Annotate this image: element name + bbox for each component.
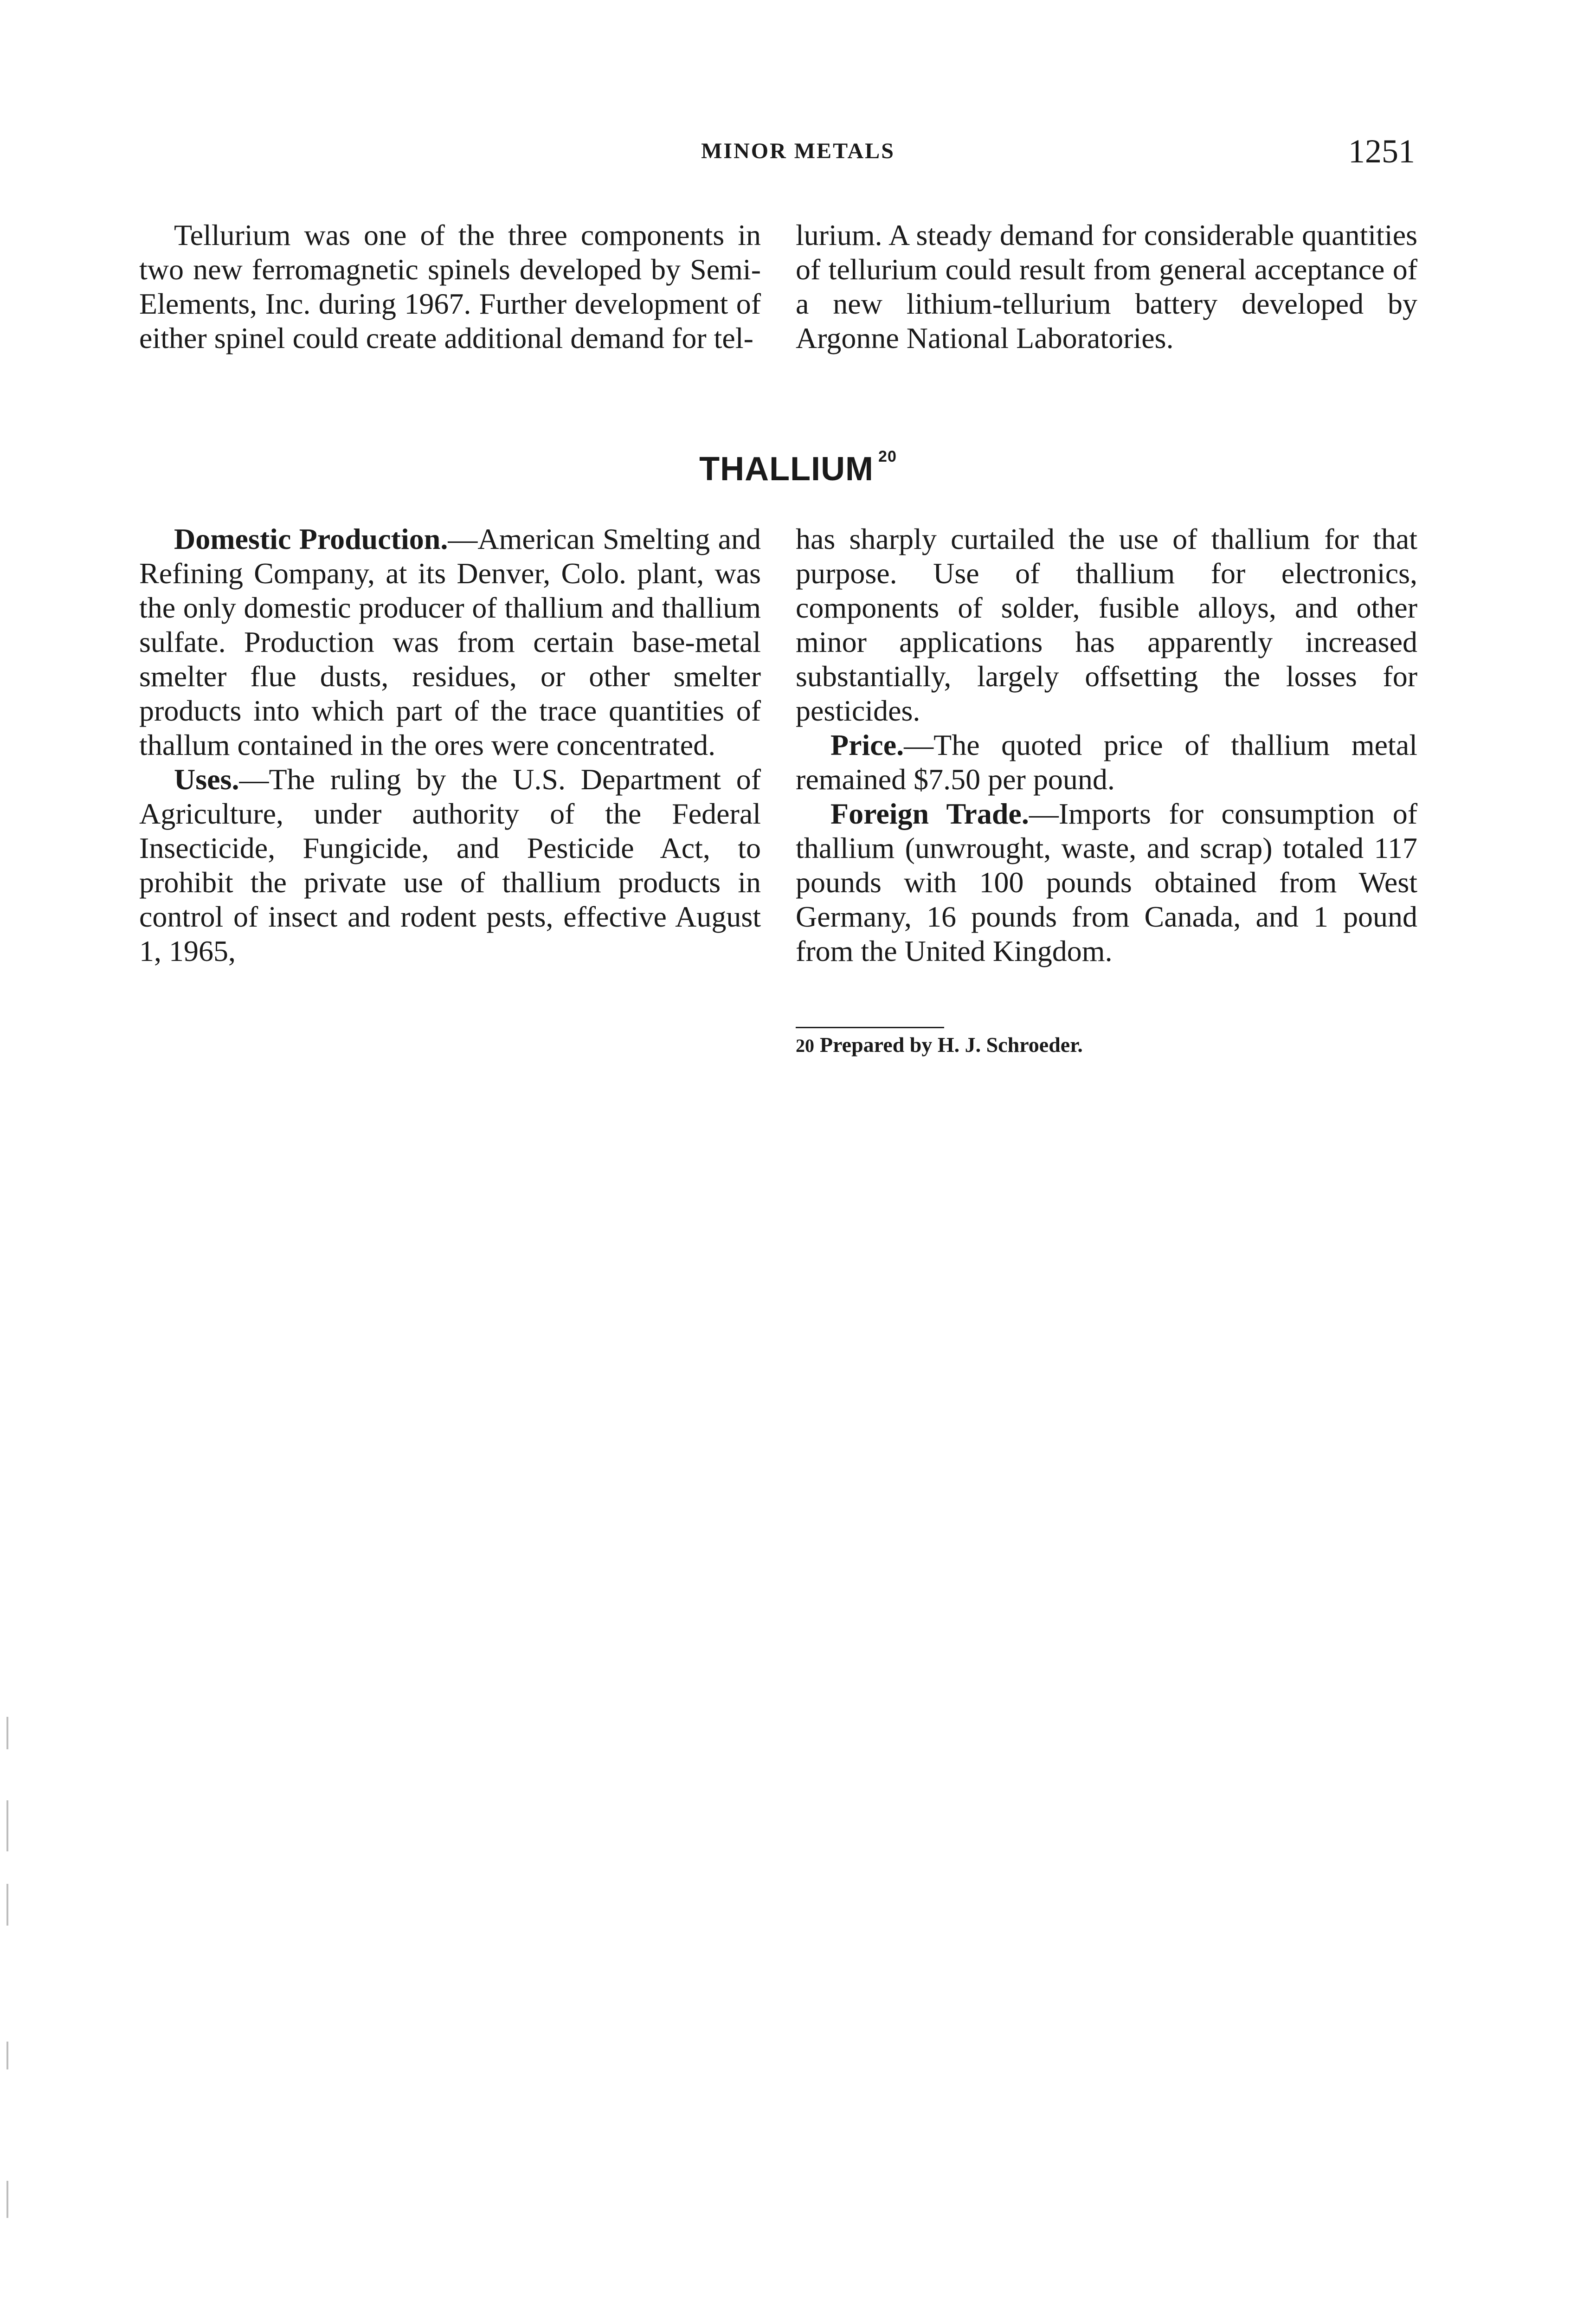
uses-continued-paragraph: has sharply curtailed the use of thallium for that purpose. Use of thallium for electronics, components of solder, fusible alloys, and other minor applications has apparently increased substantially, largely offsetting the losses for pesticides. — [796, 522, 1417, 727]
section-title-text: THALLIUM — [699, 451, 874, 488]
domestic-production-heading: Domestic Production. — [174, 522, 448, 555]
section-title — [0, 448, 1596, 488]
domestic-production-text: —American Smelting and Refining Company, at its Denver, Colo. plant, was the only domestic producer of thallium and thallium sulfate. Production was from certain base-metal smelter flue dusts, residues, or other smelter products into which part of the trace quantities of thallum contained in the ores were concentrated. — [139, 522, 761, 761]
foreign-trade-paragraph — [796, 797, 1417, 968]
uses-paragraph — [139, 762, 761, 968]
tellurium-column-left — [139, 218, 761, 355]
scan-edge-mark — [6, 1717, 8, 1749]
foreign-trade-heading: Foreign Trade. — [830, 797, 1029, 830]
running-head: MINOR METALS — [701, 139, 895, 163]
footnote — [796, 1032, 1083, 1057]
thallium-column-right — [796, 522, 1417, 968]
scan-edge-mark — [6, 1800, 8, 1851]
scan-edge-mark — [6, 1884, 8, 1926]
footnote-mark: 20 — [796, 1035, 814, 1056]
foreign-trade-text: —Imports for consumption of thallium (unwrought, waste, and scrap) totaled 117 pounds with 100 pounds obtained from West Germany, 16 pounds from Canada, and 1 pound from the United Kingdom. — [796, 797, 1417, 967]
tellurium-paragraph-right: lurium. A steady demand for considerable quantities of tellurium could result from general acceptance of a new lithium-tellurium battery developed by Argonne National Laboratories. — [796, 219, 1417, 354]
page-number: 1251 — [1348, 133, 1415, 170]
scan-edge-mark — [6, 2181, 8, 2218]
tellurium-column-right — [796, 218, 1417, 355]
tellurium-paragraph-left: Tellurium was one of the three components in two new ferromagnetic spinels developed by Semi-Elements, Inc. during 1967. Further development of either spinel could create additional demand for tel- — [139, 219, 761, 354]
price-heading: Price. — [830, 728, 904, 761]
thallium-column-left — [139, 522, 761, 968]
scan-edge-mark — [6, 2042, 8, 2069]
domestic-production-paragraph — [139, 522, 761, 762]
price-text: —The quoted price of thallium metal remained $7.50 per pound. — [796, 728, 1417, 796]
price-paragraph — [796, 728, 1417, 797]
uses-text: —The ruling by the U.S. Department of Agriculture, under authority of the Federal Insecticide, Fungicide, and Pesticide Act, to prohibit the private use of thallium products in control of insect and rodent pests, effective August 1, 1965, — [139, 763, 761, 967]
footnote-text: Prepared by H. J. Schroeder. — [820, 1033, 1083, 1057]
uses-heading: Uses. — [174, 763, 239, 796]
section-title-footnote-mark: 20 — [878, 448, 897, 465]
footnote-rule — [796, 1027, 944, 1028]
